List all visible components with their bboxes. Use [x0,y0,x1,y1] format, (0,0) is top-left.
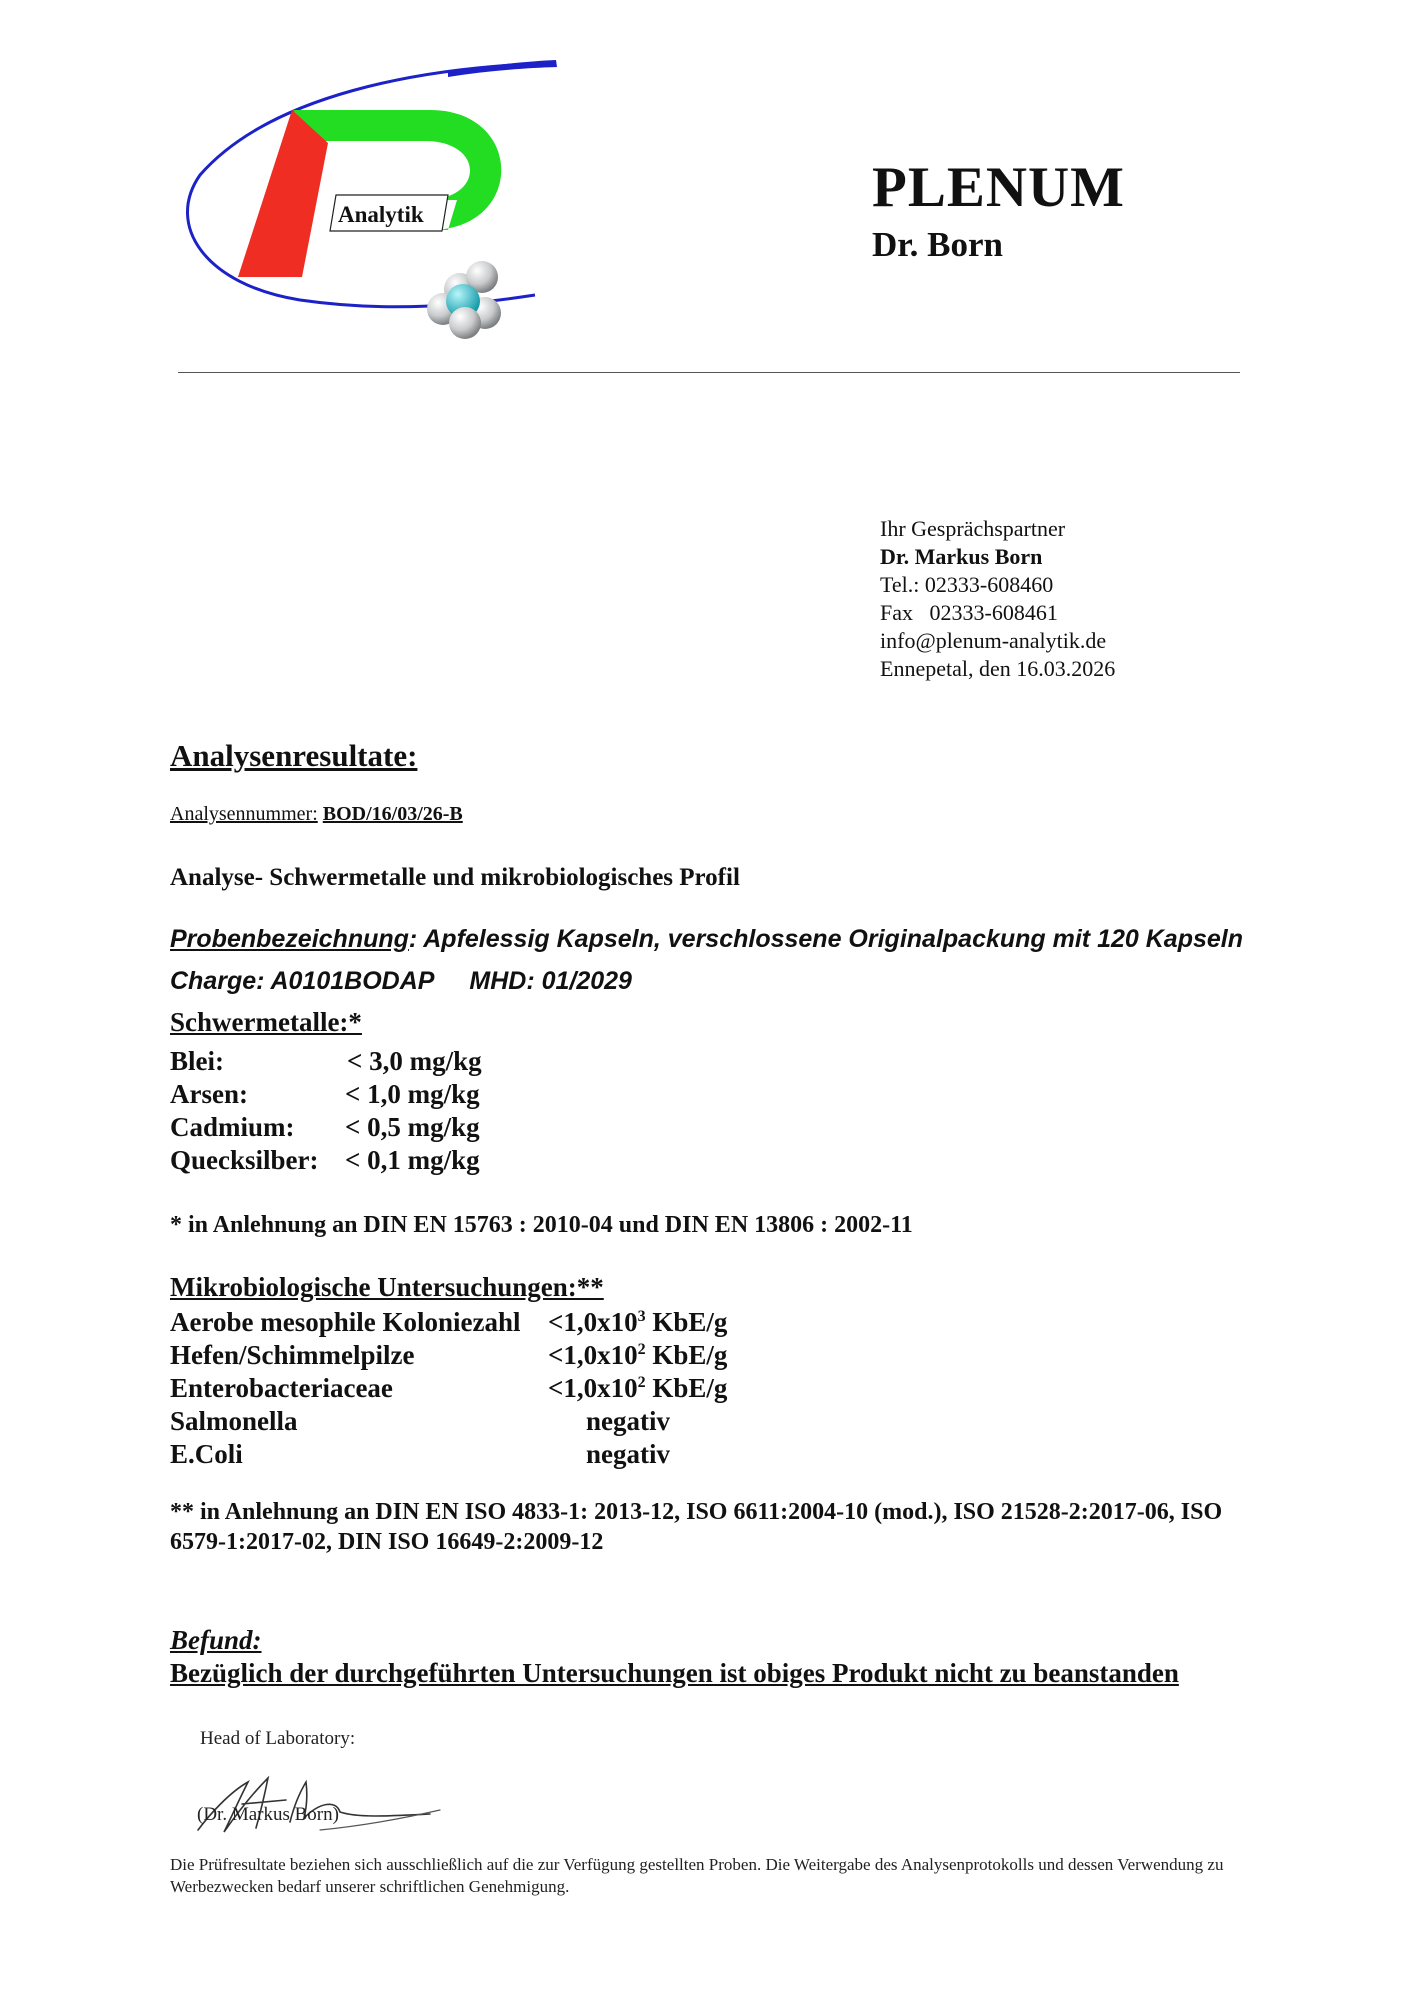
micro-name: E.Coli [170,1439,243,1469]
contact-place-date: Ennepetal, den 16.03.2026 [880,656,1116,681]
metal-value: < 3,0 mg/kg [347,1046,482,1076]
mhd-value: MHD: 01/2029 [469,967,632,995]
table-row [170,1405,727,1438]
micro-name: Hefen/Schimmelpilze [170,1340,415,1370]
metal-value: < 0,1 mg/kg [345,1145,480,1175]
company-subtitle: Dr. Born [872,225,1003,264]
heavy-metals-title: Schwermetalle:* [170,1007,362,1037]
micro-name: Enterobacteriaceae [170,1373,393,1403]
table-row [170,1372,727,1405]
disclaimer: Die Prüfresultate beziehen sich ausschließlich auf die zur Verfügung gestellten Proben. Die Weitergabe des Analysenprotokolls und dessen Verwendung zu Werbezwecken bedarf unserer schriftlichen Genehmigung. [170,1855,1224,1896]
table-row [170,1144,482,1177]
signatory-name: (Dr. Markus Born) [197,1804,339,1825]
micro-value: $<1,0x10^2$ KbE/g [548,1340,728,1370]
micro-value: negativ [586,1406,670,1436]
micro-value: negativ [586,1439,670,1469]
metal-name: Arsen: [170,1079,248,1109]
logo-label: Analytik [338,202,424,227]
metal-value: < 1,0 mg/kg [345,1079,480,1109]
sample-designation [170,925,1243,954]
contact-tel: Tel.: 02333-608460 [880,572,1054,597]
company-name: PLENUM [872,156,1125,219]
micro-name: Aerobe mesophile Koloniezahl [170,1307,521,1337]
table-row [170,1306,727,1339]
micro-title: Mikrobiologische Untersuchungen:** [170,1272,604,1302]
finding-text: Bezüglich der durchgeführten Untersuchungen ist obiges Produkt nicht zu beanstanden [170,1658,1179,1688]
contact-block [880,515,1115,683]
charge-line [170,967,660,996]
finding-title: Befund: [170,1625,262,1655]
head-of-lab-label: Head of Laboratory: [200,1728,356,1749]
micro-table [170,1306,727,1471]
contact-fax: Fax 02333-608461 [880,600,1058,625]
signature-image [190,1752,510,1842]
metal-name: Quecksilber: [170,1145,319,1175]
metal-name: Blei: [170,1046,224,1076]
contact-email: info@plenum-analytik.de [880,628,1107,653]
analysis-number-value: BOD/16/03/26-B [322,803,463,825]
table-row [170,1438,727,1471]
charge-value: Charge: A0101BODAP [170,967,435,995]
sample-label: Probenbezeichnung [170,925,409,953]
contact-intro: Ihr Gesprächspartner [880,516,1066,541]
table-row [170,1078,482,1111]
micro-value: $<1,0x10^3$ KbE/g [548,1307,728,1337]
header-divider [178,372,1240,373]
table-row [170,1339,727,1372]
heavy-metals-note: * in Anlehnung an DIN EN 15763 : 2010-04 und DIN EN 13806 : 2002-11 [170,1212,913,1238]
plenum-analytik-logo [180,55,560,355]
table-row [170,1111,482,1144]
metal-value: < 0,5 mg/kg [345,1112,480,1142]
table-row [170,1045,482,1078]
metal-name: Cadmium: [170,1112,295,1142]
heavy-metals-table [170,1045,482,1177]
micro-value: $<1,0x10^2$ KbE/g [548,1373,728,1403]
micro-name: Salmonella [170,1406,298,1436]
analysis-number-label: Analysennummer: [170,803,318,825]
analysis-number [170,803,463,826]
results-title: Analysenresultate: [170,738,418,773]
analysis-title: Analyse- Schwermetalle und mikrobiologisches Profil [170,864,740,891]
sample-value: : Apfelessig Kapseln, verschlossene Originalpackung mit 120 Kapseln [408,925,1243,953]
micro-note: ** in Anlehnung an DIN EN ISO 4833-1: 2013-12, ISO 6611:2004-10 (mod.), ISO 21528-2:2017-06, ISO 6579-1:2017-02, DIN ISO 16649-2:2009-12 [170,1499,1223,1555]
contact-person: Dr. Markus Born [880,544,1043,569]
